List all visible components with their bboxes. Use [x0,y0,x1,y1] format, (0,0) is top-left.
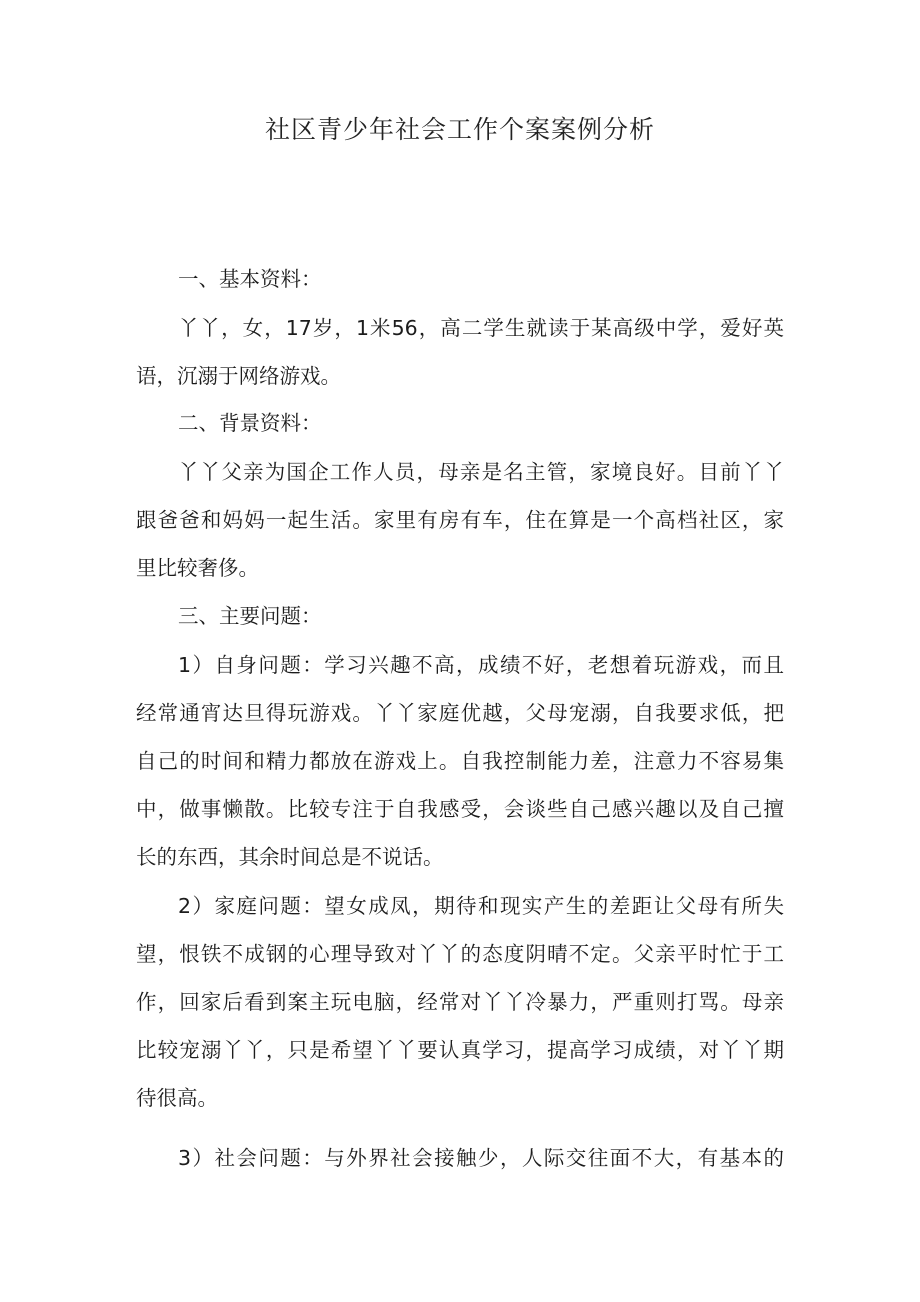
paragraph-line: 望，恨铁不成钢的心理导致对丫丫的态度阴晴不定。父亲平时忙于工 [136,942,784,966]
paragraph-line: 跟爸爸和妈妈一起生活。家里有房有车，住在算是一个高档社区，家 [136,508,784,532]
paragraph-line: 3）社会问题：与外界社会接触少，人际交往面不大，有基本的 [178,1146,784,1170]
paragraph-line: 经常通宵达旦得玩游戏。丫丫家庭优越，父母宠溺，自我要求低，把 [136,701,784,725]
paragraph-line: 待很高。 [136,1086,218,1110]
paragraph-line: 里比较奢侈。 [136,556,259,580]
paragraph-line: 长的东西，其余时间总是不说话。 [136,845,444,869]
paragraph-line: 比较宠溺丫丫，只是希望丫丫要认真学习，提高学习成绩，对丫丫期 [136,1038,784,1062]
section-heading-main-problems: 三、主要问题： [178,604,322,628]
paragraph-line: 自己的时间和精力都放在游戏上。自我控制能力差，注意力不容易集 [136,749,784,773]
paragraph-line: 丫丫，女，17岁，1米56，高二学生就读于某高级中学，爱好英 [178,316,784,340]
paragraph-line: 语，沉溺于网络游戏。 [136,364,341,388]
paragraph-line: 中，做事懒散。比较专注于自我感受，会谈些自己感兴趣以及自己擅 [136,797,784,821]
document-title: 社区青少年社会工作个案案例分析 [264,115,655,144]
section-heading-basic-info: 一、基本资料： [178,267,322,291]
section-heading-background: 二、背景资料： [178,411,322,435]
paragraph-line: 丫丫父亲为国企工作人员，母亲是名主管，家境良好。目前丫丫 [178,460,784,484]
paragraph-line: 作，回家后看到案主玩电脑，经常对丫丫冷暴力，严重则打骂。母亲 [136,990,784,1014]
paragraph-line: 2）家庭问题：望女成凤，期待和现实产生的差距让父母有所失 [178,894,784,918]
paragraph-line: 1）自身问题：学习兴趣不高，成绩不好，老想着玩游戏，而且 [178,653,784,677]
